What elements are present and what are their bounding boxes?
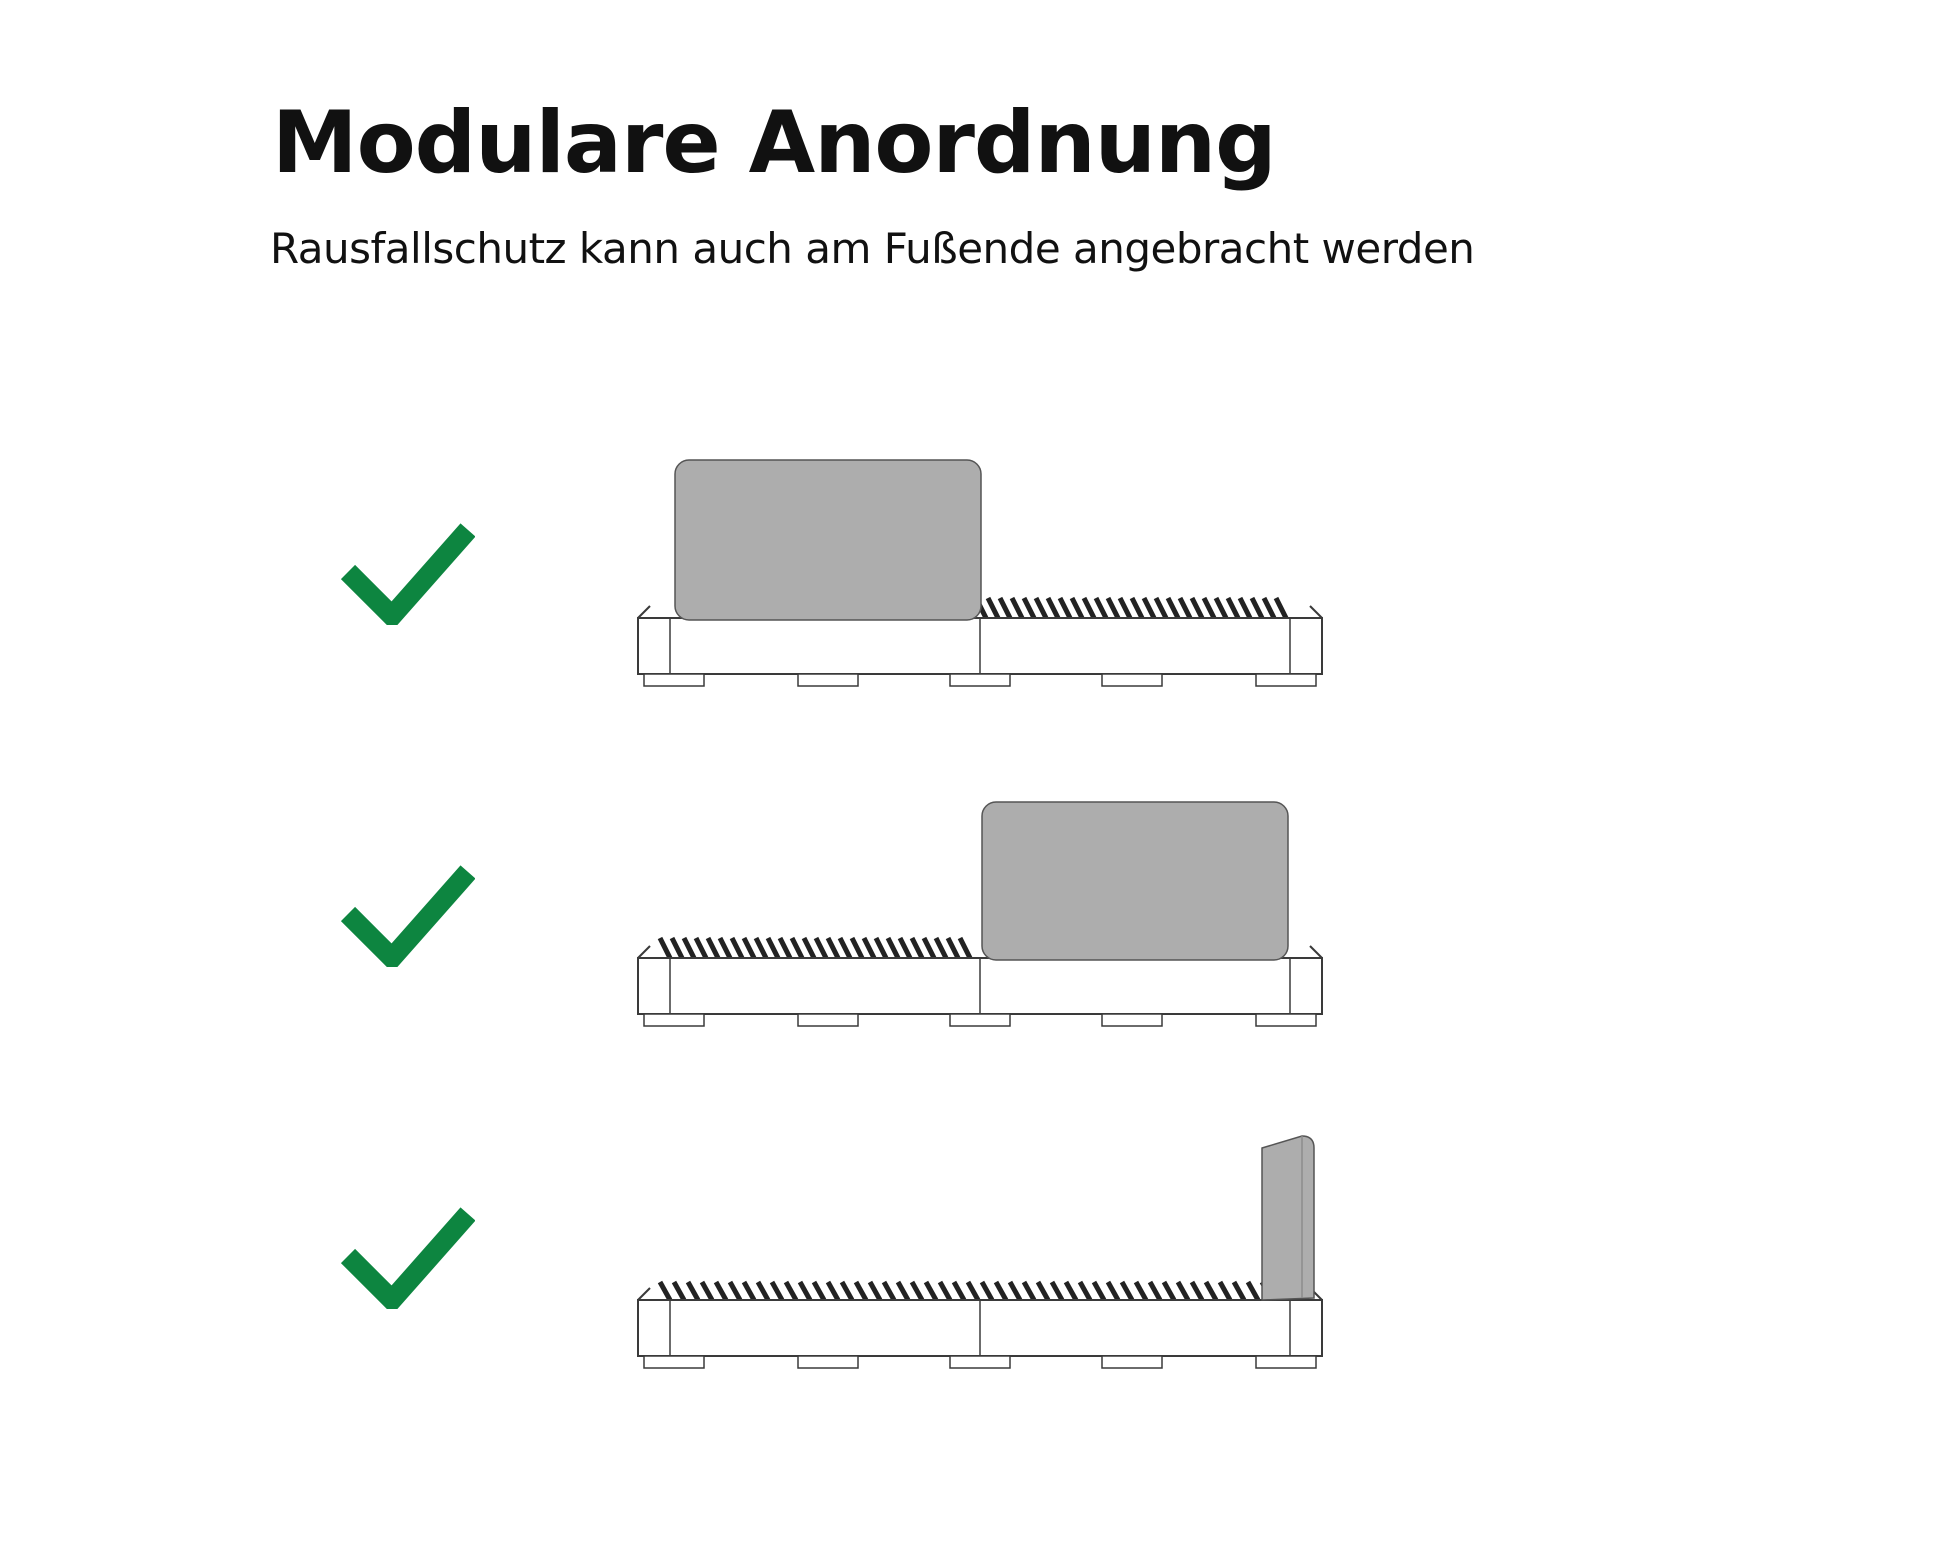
slats: [660, 1282, 1272, 1300]
fall-guard: [1262, 1136, 1314, 1300]
fall-guard: [982, 802, 1288, 960]
arrangement-row-1: [0, 440, 1946, 780]
checkmark-icon: [340, 520, 475, 625]
page-title: Modulare Anordnung: [272, 93, 1276, 193]
bed-diagram: [630, 780, 1330, 1070]
slats: [976, 598, 1286, 618]
page-subtitle: Rausfallschutz kann auch am Fußende angebracht werden: [270, 224, 1475, 273]
slats: [660, 938, 970, 958]
checkmark-icon: [340, 862, 475, 967]
arrangement-row-2: [0, 780, 1946, 1120]
bed-diagram: [630, 1122, 1330, 1412]
fall-guard: [675, 460, 981, 620]
bed-diagram: [630, 440, 1330, 730]
checkmark-icon: [340, 1204, 475, 1309]
arrangement-row-3: [0, 1122, 1946, 1462]
